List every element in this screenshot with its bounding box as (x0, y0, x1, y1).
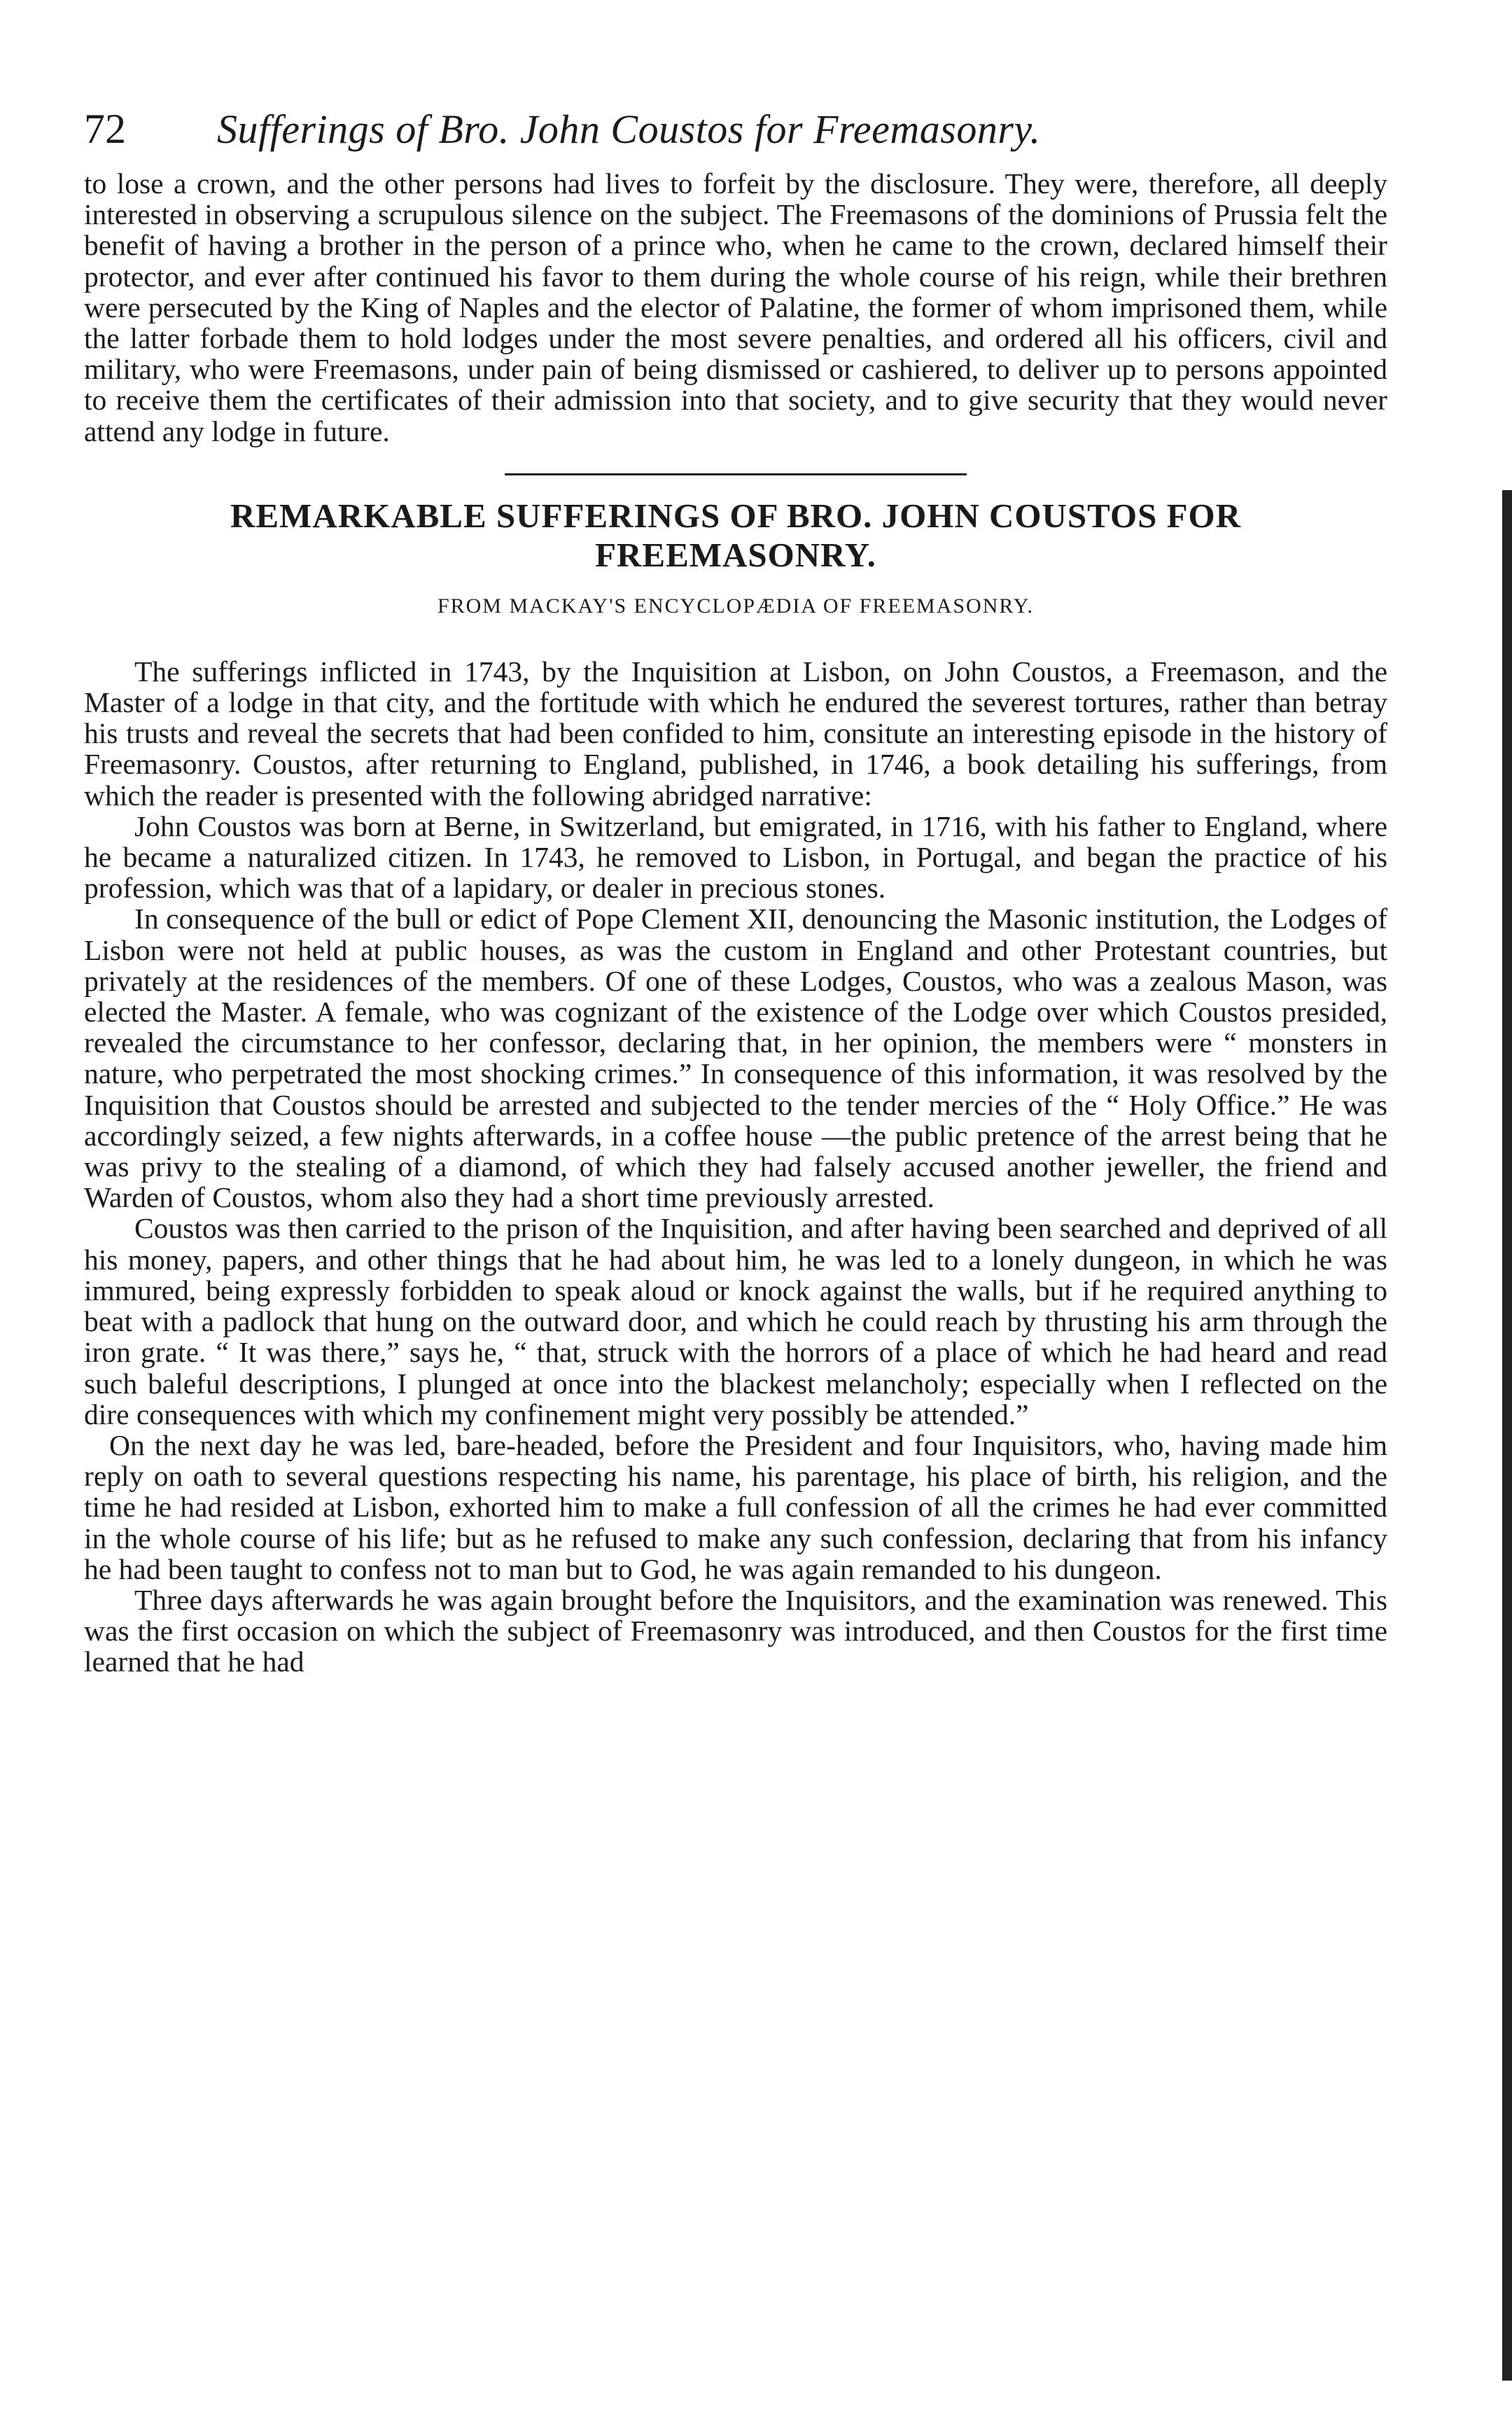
article-source: FROM MACKAY'S ENCYCLOPÆDIA OF FREEMASONRY. (437, 594, 1035, 618)
article-paragraph-3: In consequence of the bull or edict of Pope Clement XII, denouncing the Masonic institution, the Lodges of Lisbon were not held at public houses, as was the custom in England and other Protestant countries, but privately at the residences of the members. Of one of these Lodges, Coustos, who was a zealous Mason, was elected the Master. A female, who was cognizant of the existence of the Lodge over which Coustos presided, revealed the circumstance to her confessor, declaring that, in her opinion, the members were “ monsters in nature, who perpetrated the most shocking crimes.” In consequence of this information, it was resolved by the Inquisition that Coustos should be arrested and subjected to the tender mercies of the “ Holy Office.” He was accordingly seized, a few nights afterwards, in a coffee house —the public pretence of the arrest being that he was privy to the stealing of a diamond, of which they had falsely accused another jeweller, the friend and Warden of Coustos, whom also they had a short time previously arrested. (84, 903, 1387, 1214)
article-title-line-2: FREEMASONRY. (595, 535, 876, 574)
article-paragraph-4: Coustos was then carried to the prison of the Inquisition, and after having been searched and deprived of all his money, papers, and other things that he had about him, he was led to a lonely dungeon, in which he was immured, being expressly forbidden to speak aloud or knock against the walls, but if he required anything to beat with a padlock that hung on the outward door, and which he could reach by thrusting his arm through the iron grate. “ It was there,” says he, “ that, struck with the horrors of a place of which he had heard and read such baleful descriptions, I plunged at once into the blackest melancholy; especially when I reflected on the dire consequences with which my confinement might very possibly be attended.” (84, 1212, 1387, 1430)
running-title: Sufferings of Bro. John Coustos for Freemasonry. (217, 106, 1041, 152)
section-divider (505, 473, 967, 475)
article-body (84, 656, 1387, 1678)
scan-binding-edge (1502, 490, 1512, 2381)
article-paragraph-6: Three days afterwards he was again brought before the Inquisitors, and the examination was renewed. This was the first occasion on which the subject of Freemasonry was introduced, and then Coustos for the first time learned that he had (84, 1583, 1387, 1678)
page-number: 72 (84, 106, 126, 152)
article-title-line-1: REMARKABLE SUFFERINGS OF BRO. JOHN COUSTOS FOR (230, 496, 1242, 535)
article-paragraph-1: The sufferings inflicted in 1743, by the Inquisition at Lisbon, on John Coustos, a Freemason, and the Master of a lodge in that city, and the fortitude with which he endured the severest tortures, rather than betray his trusts and reveal the secrets that had been confided to him, consitute an interesting episode in the history of Freemasonry. Coustos, after returning to England, published, in 1746, a book detailing his sufferings, from which the reader is presented with the following abridged narrative: (84, 655, 1387, 812)
page-content (84, 105, 1387, 1678)
article-title (84, 496, 1387, 575)
article-paragraph-2: John Coustos was born at Berne, in Switzerland, but emigrated, in 1716, with his father to England, where he became a naturalized citizen. In 1743, he removed to Lisbon, in Portugal, and began the practice of his profession, which was that of a lapidary, or dealer in precious stones. (84, 809, 1387, 905)
running-header (84, 105, 1387, 168)
intro-paragraph: to lose a crown, and the other persons had lives to forfeit by the disclosure. They were, therefore, all deeply interested in observing a scrupulous silence on the subject. The Freemasons of the dominions of Prussia felt the benefit of having a brother in the person of a prince who, when he came to the crown, declared himself their protector, and ever after continued his favor to them during the whole course of his reign, while their brethren were persecuted by the King of Naples and the elector of Palatine, the former of whom imprisoned them, while the latter forbade them to hold lodges under the most severe penalties, and ordered all his officers, civil and military, who were Freemasons, under pain of being dismissed or cashiered, to deliver up to persons appointed to receive them the certificates of their admission into that society, and to give security that they would never attend any lodge in future. (84, 167, 1387, 447)
intro-section (84, 168, 1387, 447)
article-paragraph-5: On the next day he was led, bare-headed, before the President and four Inquisitors, who, having made him reply on oath to several questions respecting his name, his parentage, his place of birth, his religion, and the time he had resided at Lisbon, exhorted him to make a full confession of all the crimes he had ever committed in the whole course of his life; but as he refused to make any such confession, declaring that from his infancy he had been taught to confess not to man but to God, he was again remanded to his dungeon. (84, 1428, 1387, 1585)
